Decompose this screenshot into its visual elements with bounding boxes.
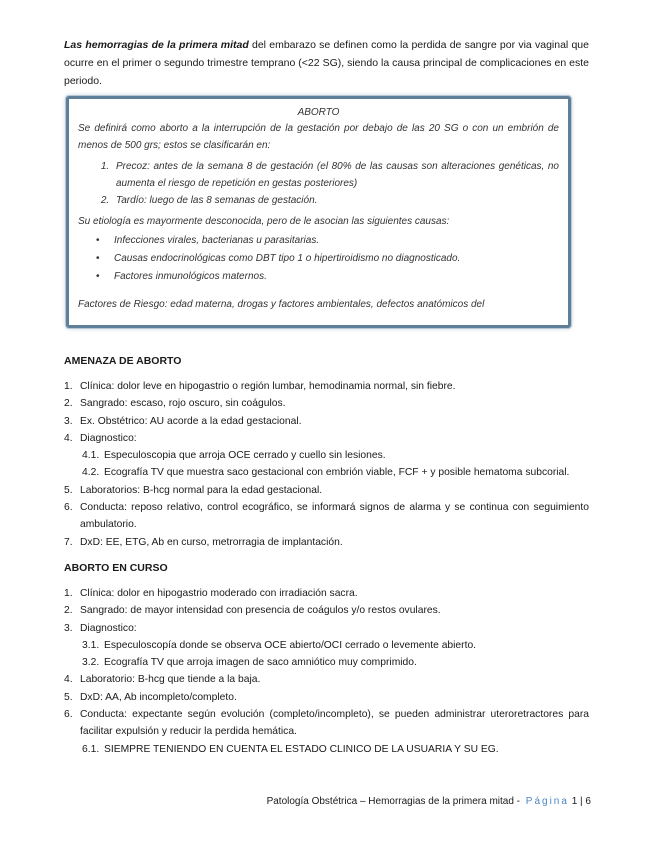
sub-item: 3.2. Ecografía TV que arroja imagen de saco amniótico muy comprimido.	[82, 657, 417, 669]
box-types-list	[78, 158, 559, 209]
list-item: 6. Conducta: reposo relativo, control ecográfico, se informará signos de alarma y se continua con seguimiento ambulatorio.	[64, 502, 589, 531]
box-causes-list	[78, 232, 559, 286]
list-item: 2. Sangrado: escaso, rojo oscuro, sin coágulos.	[64, 398, 286, 410]
list-item: 5. DxD: AA, Ab incompleto/completo.	[64, 691, 237, 703]
list-item: 4. Laboratorio: B-hcg que tiende a la baja.	[64, 674, 261, 686]
sub-item: 4.1. Especuloscopia que arroja OCE cerrado y cuello sin lesiones.	[82, 450, 386, 462]
en-curso-list	[64, 585, 589, 758]
box-type-item: 1. Precoz: antes de la semana 8 de gestación (el 80% de las causas son alteraciones genéticas, no aumenta el riesgo de repetición en gestas posteriores)	[112, 158, 559, 192]
box-cause-item: • Infecciones virales, bacterianas u parasitarias.	[114, 232, 559, 250]
list-item: 1. Clínica: dolor en hipogastrio moderado con irradiación sacra.	[64, 587, 358, 599]
box-etiology: Su etiología es mayormente desconocida, pero de le asocian las siguientes causas:	[78, 216, 450, 227]
footer-text: Patología Obstétrica – Hemorragias de la primera mitad -	[266, 796, 521, 807]
list-item: 6. Conducta: expectante según evolución (completo/incompleto), se pueden administrar uteroretractores para facilitar expulsión y reducir la perdida hemática.	[64, 709, 589, 738]
sub-item: 6.1. SIEMPRE TENIENDO EN CUENTA EL ESTADO CLINICO DE LA USUARIA Y SU EG.	[82, 743, 499, 755]
list-item: 1. Clínica: dolor leve en hipogastrio o región lumbar, hemodinamia normal, sin fiebre.	[64, 381, 456, 392]
box-type-item: 2. Tardío: luego de las 8 semanas de gestación.	[112, 192, 559, 209]
box-definition: Se definirá como aborto a la interrupción de la gestación por debajo de las 20 SG o con un embrión de menos de 500 grs; estos se clasificarán en:	[78, 123, 559, 151]
footer-page-word: Página	[525, 796, 569, 807]
amenaza-list	[64, 378, 589, 551]
list-item: 3. Diagnostico:	[64, 622, 137, 634]
box-risk: Factores de Riesgo: edad materna, drogas y factores ambientales, defectos anatómicos del	[78, 299, 485, 310]
box-cause-item: • Factores inmunológicos maternos.	[114, 268, 559, 286]
list-item: 4. Diagnostico:	[64, 432, 137, 444]
box-title: ABORTO	[297, 107, 340, 118]
section-title-en-curso: ABORTO EN CURSO	[64, 561, 168, 574]
footer-page-number: 1 | 6	[571, 796, 591, 807]
sub-item: 4.2. Ecografía TV que muestra saco gestacional con embrión viable, FCF + y posible hematoma subcorial.	[82, 467, 570, 479]
aborto-box	[66, 96, 571, 328]
box-cause-item: • Causas endocrinológicas como DBT tipo 1 o hipertiroidismo no diagnosticado.	[114, 250, 559, 268]
intro-paragraph	[64, 36, 589, 90]
list-item: 5. Laboratorios: B-hcg normal para la edad gestacional.	[64, 484, 323, 496]
page-footer	[267, 796, 591, 807]
document-page	[64, 36, 589, 758]
sub-item: 3.1. Especuloscopía donde se observa OCE abierto/OCI cerrado o levemente abierto.	[82, 639, 477, 651]
intro-bold: Las hemorragias de la primera mitad	[64, 39, 249, 51]
list-item: 7. DxD: EE, ETG, Ab en curso, metrorragia de implantación.	[64, 536, 343, 548]
section-title-amenaza: AMENAZA DE ABORTO	[64, 355, 182, 367]
list-item: 3. Ex. Obstétrico: AU acorde a la edad gestacional.	[64, 415, 302, 427]
intro-text: del embarazo se definen como la perdida de sangre por via vaginal que ocurre en el primer o segundo trimestre temprano (<22 SG), siendo la causa principal de complicaciones en este periodo.	[64, 39, 589, 87]
list-item: 2. Sangrado: de mayor intensidad con presencia de coágulos y/o restos ovulares.	[64, 605, 441, 617]
